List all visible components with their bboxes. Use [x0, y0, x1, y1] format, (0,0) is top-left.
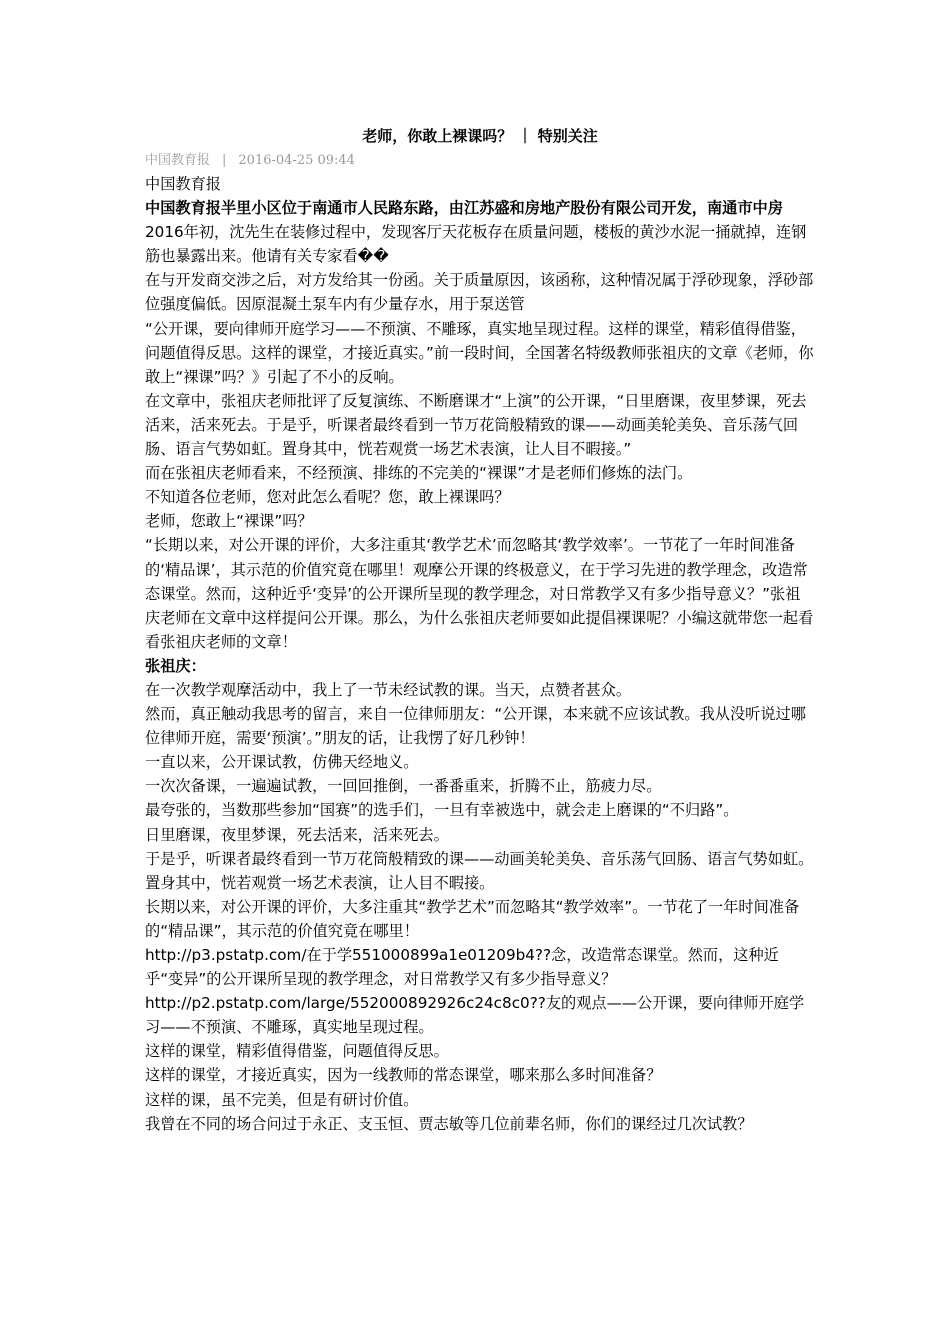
paragraph: 这样的课堂，才接近真实，因为一线教师的常态课堂，哪来那么多时间准备？ [145, 1066, 662, 1085]
meta-separator: | [222, 153, 227, 168]
paragraph: 中国教育报 [145, 175, 221, 193]
paragraph: 这样的课，虽不完美，但是有研讨价值。 [145, 1090, 419, 1109]
paragraph: 在与开发商交涉之后，对方发给其一份函。关于质量原因，该函称，这种情况属于浮砂现象，浮砂部位强度偏低。因原混凝土泵车内有少量存水，用于泵送管 [145, 271, 814, 314]
paragraph: 于是乎，听课者最终看到一节万花筒般精致的课——动画美轮美奂、音乐荡气回肠、语言气势如虹。 [145, 849, 814, 868]
paragraph: 这样的课堂，精彩值得借鉴，问题值得反思。 [145, 1042, 449, 1061]
article-meta [145, 150, 815, 172]
paragraph: “长期以来，对公开课的评价，大多注重其‘教学艺术’而忽略其‘教学效率’。一节花了一年时间准备的‘精品课’，其示范的价值究竟在哪里！观摩公开课的终极意义，在于学习先进的教学理念，改造常态课堂。然而，这种近乎‘变异’的公开课所呈现的教学理念，对日常教学又有多少指导意义？”张祖庆老师在文章中这样提问公开课。那么，为什么张祖庆老师要如此提倡裸课呢？小编这就带您一起看看张祖庆老师的文章！ [145, 536, 814, 651]
paragraph: “公开课，要向律师开庭学习——不预演、不雕琢，真实地呈现过程。这样的课堂，精彩值得借鉴，问题值得反思。这样的课堂，才接近真实。”前一段时间，全国著名特级教师张祖庆的文章《老师，你敢上“裸课”吗？》引起了不小的反响。 [145, 319, 814, 386]
document [145, 122, 815, 1136]
article-body [145, 172, 815, 1136]
paragraph: 老师，您敢上“裸课”吗？ [145, 512, 313, 531]
paragraph: 我曾在不同的场合问过于永正、支玉恒、贾志敏等几位前辈名师，你们的课经过几次试教？ [145, 1114, 753, 1133]
paragraph: 张祖庆： [145, 656, 206, 675]
paragraph: 而在张祖庆老师看来，不经预演、排练的不完美的“裸课”才是老师们修炼的法门。 [145, 464, 693, 483]
paragraph: 日里磨课，夜里梦课，死去活来，活来死去。 [145, 825, 449, 844]
article-date: 2016-04-25 09:44 [238, 153, 355, 168]
article-source: 中国教育报 [145, 153, 211, 168]
paragraph: 长期以来，对公开课的评价，大多注重其“教学艺术”而忽略其“教学效率”。一节花了一年时间准备的“精品课”，其示范的价值究竟在哪里！ [145, 897, 800, 940]
article-title: 老师，你敢上裸课吗？ ｜ 特别关注 [362, 127, 598, 145]
paragraph: 置身其中，恍若观赏一场艺术表演，让人目不暇接。 [145, 873, 495, 892]
paragraph: http://p2.pstatp.com/large/552000892926c24c8c0??友的观点——公开课，要向律师开庭学习——不预演、不雕琢，真实地呈现过程。 [145, 994, 805, 1037]
paragraph: 2016年初，沈先生在装修过程中，发现客厅天花板存在质量问题，楼板的黄沙水泥一捅就掉，连钢筋也暴露出来。他请有关专家看�� [145, 223, 807, 266]
paragraph: 一直以来，公开课试教，仿佛天经地义。 [145, 753, 419, 772]
paragraph: http://p3.pstatp.com/在于学551000899a1e01209b4??念，改造常态课堂。然而，这种近乎“变异”的公开课所呈现的教学理念，对日常教学又有多少指导意义？ [145, 946, 779, 989]
paragraph: 在文章中，张祖庆老师批评了反复演练、不断磨课才“上演”的公开课，“日里磨课，夜里梦课，死去活来，活来死去。于是乎，听课者最终看到一节万花筒般精致的课——动画美轮美奂、音乐荡气回肠、语言气势如虹。置身其中，恍若观赏一场艺术表演，让人目不暇接。” [145, 391, 807, 459]
paragraph: 中国教育报半里小区位于南通市人民路东路，由江苏盛和房地产股份有限公司开发，南通市中房 [145, 199, 783, 218]
paragraph: 不知道各位老师，您对此怎么看呢？您，敢上裸课吗？ [145, 488, 510, 507]
paragraph: 最夸张的，当数那些参加“国赛”的选手们，一旦有幸被选中，就会走上磨课的“不归路”。 [145, 801, 739, 820]
paragraph: 在一次教学观摩活动中，我上了一节未经试教的课。当天，点赞者甚众。 [145, 680, 631, 699]
paragraph: 一次次备课，一遍遍试教，一回回推倒，一番番重来，折腾不止，筋疲力尽。 [145, 777, 662, 796]
paragraph: 然而，真正触动我思考的留言，来自一位律师朋友：“公开课，本来就不应该试教。我从没听说过哪位律师开庭，需要‘预演’。”朋友的话，让我愣了好几秒钟！ [145, 705, 806, 748]
